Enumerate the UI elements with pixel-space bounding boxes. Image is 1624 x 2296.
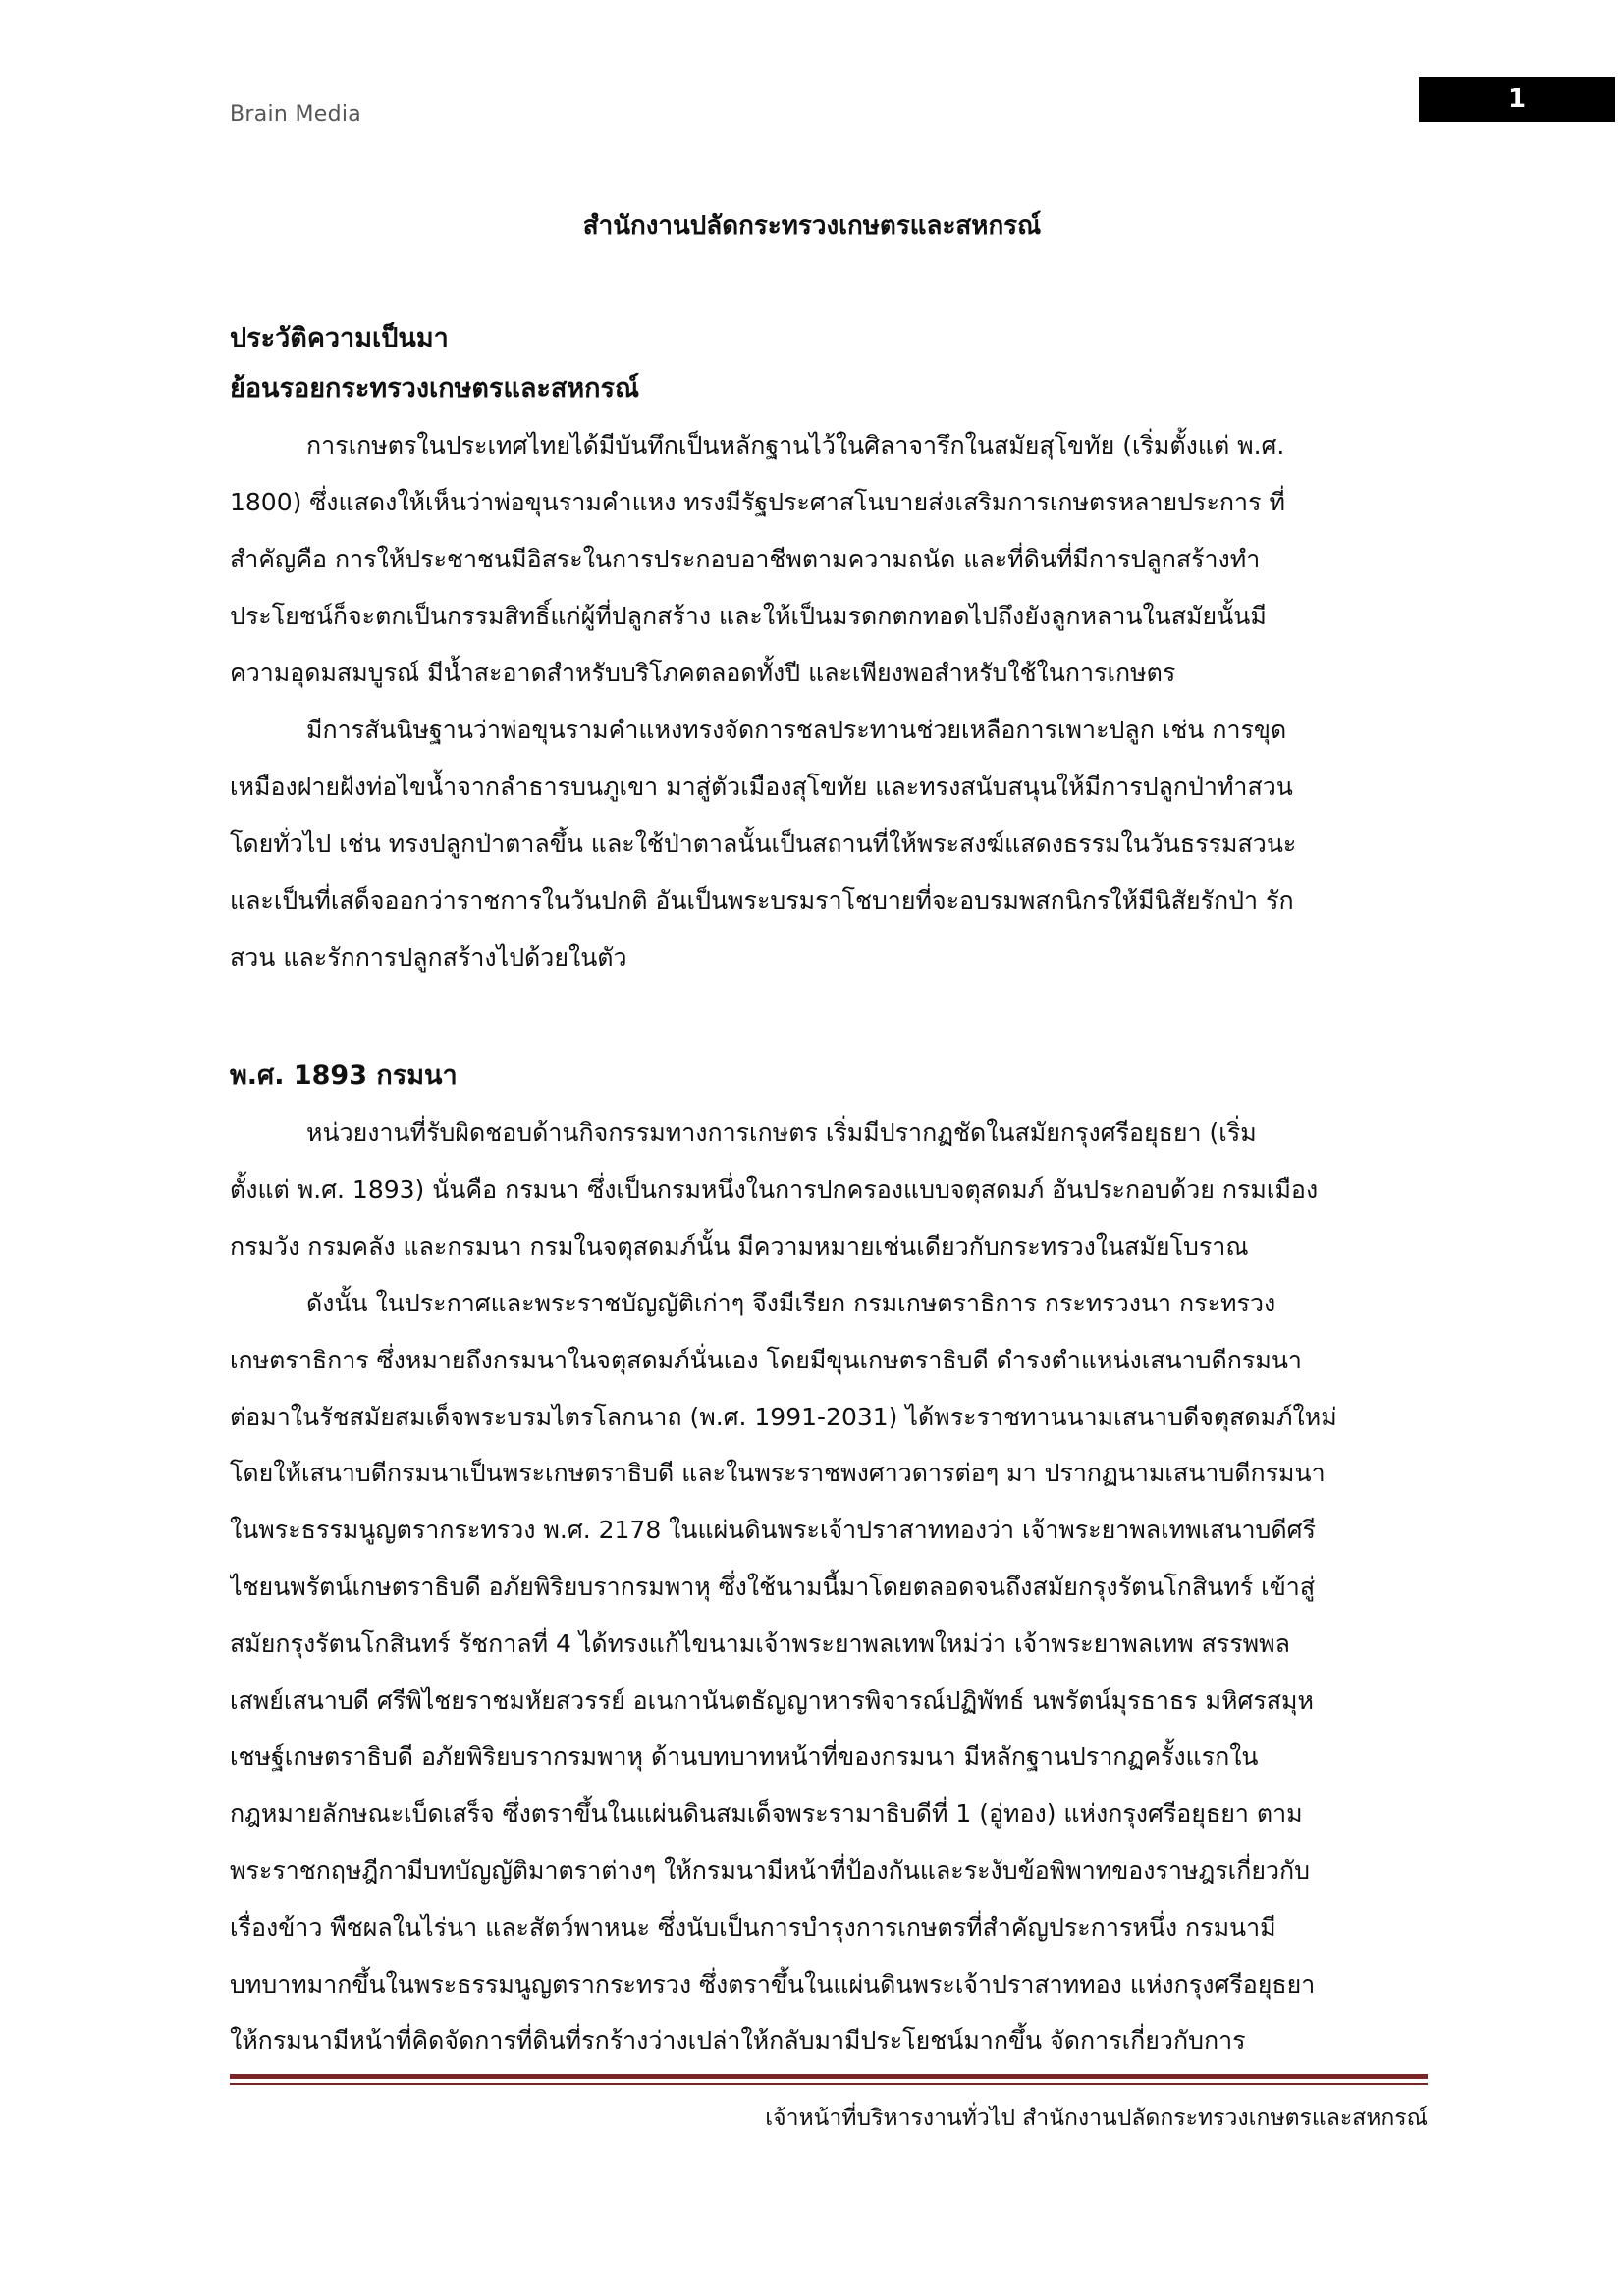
paragraph-line: หน่วยงานที่รับผิดชอบด้านกิจกรรมทางการเกษตร เริ่มมีปรากฏชัดในสมัยกรุงศรีอยุธยา (เริ่ม (306, 1118, 1257, 1147)
paragraph-sukhothai-agriculture (230, 417, 1418, 702)
paragraph-line: พระราชกฤษฎีกามีบทบัญญัติมาตราต่างๆ ให้กรมนามีหน้าที่ป้องกันและระงับข้อพิพาทของราษฎรเกี่ยวกับ (230, 1855, 1311, 1885)
paragraph-line: ให้กรมนามีหน้าที่คิดจัดการที่ดินที่รกร้างว่างเปล่าให้กลับมามีประโยชน์มากขึ้น จัดการเกี่ยวกับการ (230, 2026, 1246, 2056)
paragraph-line: ประโยชน์ก็จะตกเป็นกรรมสิทธิ์แก่ผู้ที่ปลูกสร้าง และให้เป็นมรดกตกทอดไปถึงยังลูกหลานในสมัยนั้นมี (230, 602, 1267, 630)
paragraph-line: โดยให้เสนาบดีกรมนาเป็นพระเกษตราธิบดี และในพระราชพงศาวดารต่อๆ มา ปรากฏนามเสนาบดีกรมนา (230, 1459, 1326, 1488)
paragraph-krom-na-history (230, 1275, 1418, 2069)
paragraph-irrigation (230, 702, 1418, 987)
paragraph-line: สมัยกรุงรัตนโกสินทร์ รัชกาลที่ 4 ได้ทรงแก้ไขนามเจ้าพระยาพลเทพใหม่ว่า เจ้าพระยาพลเทพ สรรพพล (230, 1629, 1290, 1658)
footer-divider-thin (230, 2083, 1428, 2085)
paragraph-line: ความอุดมสมบูรณ์ มีน้ำสะอาดสำหรับบริโภคตลอดทั้งปี และเพียงพอสำหรับใช้ในการเกษตร (230, 659, 1176, 687)
footer-divider (230, 2074, 1428, 2079)
paragraph-line: กฎหมายลักษณะเบ็ดเสร็จ ซึ่งตราขึ้นในแผ่นดินสมเด็จพระรามาธิบดีที่ 1 (อู่ทอง) แห่งกรุงศรีอยุธยา ตาม (230, 1799, 1303, 1829)
paragraph-line: ตั้งแต่ พ.ศ. 1893) นั่นคือ กรมนา ซึ่งเป็นกรมหนึ่งในการปกครองแบบจตุสดมภ์ อันประกอบด้วย กรมเมือง (230, 1175, 1319, 1203)
paragraph-line: เกษตราธิการ ซึ่งหมายถึงกรมนาในจตุสดมภ์นั่นเอง โดยมีขุนเกษตราธิบดี ดำรงตำแหน่งเสนาบดีกรมนา (230, 1345, 1302, 1374)
header-brand: Brain Media (230, 102, 362, 127)
section-subheading-retrospect: ย้อนรอยกระทรวงเกษตรและสหกรณ์ (230, 373, 640, 403)
paragraph-line: เชษฐ์เกษตราธิบดี อภัยพิริยบรากรมพาหุ ด้านบทบาทหน้าที่ของกรมนา มีหลักฐานปรากฏครั้งแรกใน (230, 1742, 1259, 1772)
paragraph-line: ต่อมาในรัชสมัยสมเด็จพระบรมไตรโลกนาถ (พ.ศ. 1991-2031) ได้พระราชทานนามเสนาบดีจตุสดมภ์ใหม่ (230, 1402, 1337, 1431)
document-title: สำนักงานปลัดกระทรวงเกษตรและสหกรณ์ (582, 211, 1042, 240)
paragraph-line: กรมวัง กรมคลัง และกรมนา กรมในจตุสดมภ์นั้น มีความหมายเช่นเดียวกับกระทรวงในสมัยโบราณ (230, 1232, 1249, 1260)
paragraph-line: เหมืองฝายฝังท่อไขน้ำจากลำธารบนภูเขา มาสู่ตัวเมืองสุโขทัย และทรงสนับสนุนให้มีการปลูกป่าทำสวน (230, 773, 1293, 801)
paragraph-line: ในพระธรรมนูญตรากระทรวง พ.ศ. 2178 ในแผ่นดินพระเจ้าปราสาททองว่า เจ้าพระยาพลเทพเสนาบดีศรี (230, 1516, 1316, 1545)
paragraph-line: 1800) ซึ่งแสดงให้เห็นว่าพ่อขุนรามคำแหง ทรงมีรัฐประศาสโนบายส่งเสริมการเกษตรหลายประการ ที่ (230, 488, 1285, 516)
paragraph-line: สำคัญคือ การให้ประชาชนมีอิสระในการประกอบอาชีพตามความถนัด และที่ดินที่มีการปลูกสร้างทำ (230, 545, 1261, 573)
paragraph-line: การเกษตรในประเทศไทยได้มีบันทึกเป็นหลักฐานไว้ในศิลาจารึกในสมัยสุโขทัย (เริ่มตั้งแต่ พ.ศ. (306, 431, 1285, 459)
paragraph-line: ไชยนพรัตน์เกษตราธิบดี อภัยพิริยบรากรมพาหุ ซึ่งใช้นามนี้มาโดยตลอดจนถึงสมัยกรุงรัตนโกสินทร์ เข้าสู่ (230, 1572, 1316, 1601)
paragraph-line: บทบาทมากขึ้นในพระธรรมนูญตรากระทรวง ซึ่งตราขึ้นในแผ่นดินพระเจ้าปราสาททอง แห่งกรุงศรีอยุธยา (230, 1969, 1316, 1999)
paragraph-line: เรื่องข้าว พืชผลในไร่นา และสัตว์พาหนะ ซึ่งนับเป็นการบำรุงการเกษตรที่สำคัญประการหนึ่ง กรมนามี (230, 1912, 1276, 1942)
section-heading-krom-na: พ.ศ. 1893 กรมนา (230, 1060, 458, 1091)
paragraph-line: และเป็นที่เสด็จออกว่าราชการในวันปกติ อันเป็นพระบรมราโชบายที่จะอบรมพสกนิกรให้มีนิสัยรักป่า รัก (230, 886, 1294, 915)
page-number-badge: 1 (1419, 77, 1615, 122)
paragraph-line: มีการสันนิษฐานว่าพ่อขุนรามคำแหงทรงจัดการชลประทานช่วยเหลือการเพาะปลูก เช่น การขุด (306, 716, 1287, 744)
paragraph-line: สวน และรักการปลูกสร้างไปด้วยในตัว (230, 943, 627, 972)
paragraph-line: เสพย์เสนาบดี ศรีพิไชยราชมหัยสวรรย์ อเนกานันตธัญญาหารพิจารณ์ปฏิพัทธ์ นพรัตน์มุรธาธร มหิศรสมุห (230, 1685, 1314, 1715)
footer-text: เจ้าหน้าที่บริหารงานทั่วไป สำนักงานปลัดกระทรวงเกษตรและสหกรณ์ (765, 2106, 1428, 2131)
paragraph-line: ดังนั้น ในประกาศและพระราชบัญญัติเก่าๆ จึงมีเรียก กรมเกษตราธิการ กระทรวงนา กระทรวง (306, 1289, 1276, 1317)
paragraph-line: โดยทั่วไป เช่น ทรงปลูกป่าตาลขึ้น และใช้ป่าตาลนั้นเป็นสถานที่ให้พระสงฆ์แสดงธรรมในวันธรรมสวนะ (230, 829, 1297, 858)
paragraph-krom-na-origin (230, 1104, 1418, 1275)
section-heading-history: ประวัติความเป็นมา (230, 323, 449, 353)
